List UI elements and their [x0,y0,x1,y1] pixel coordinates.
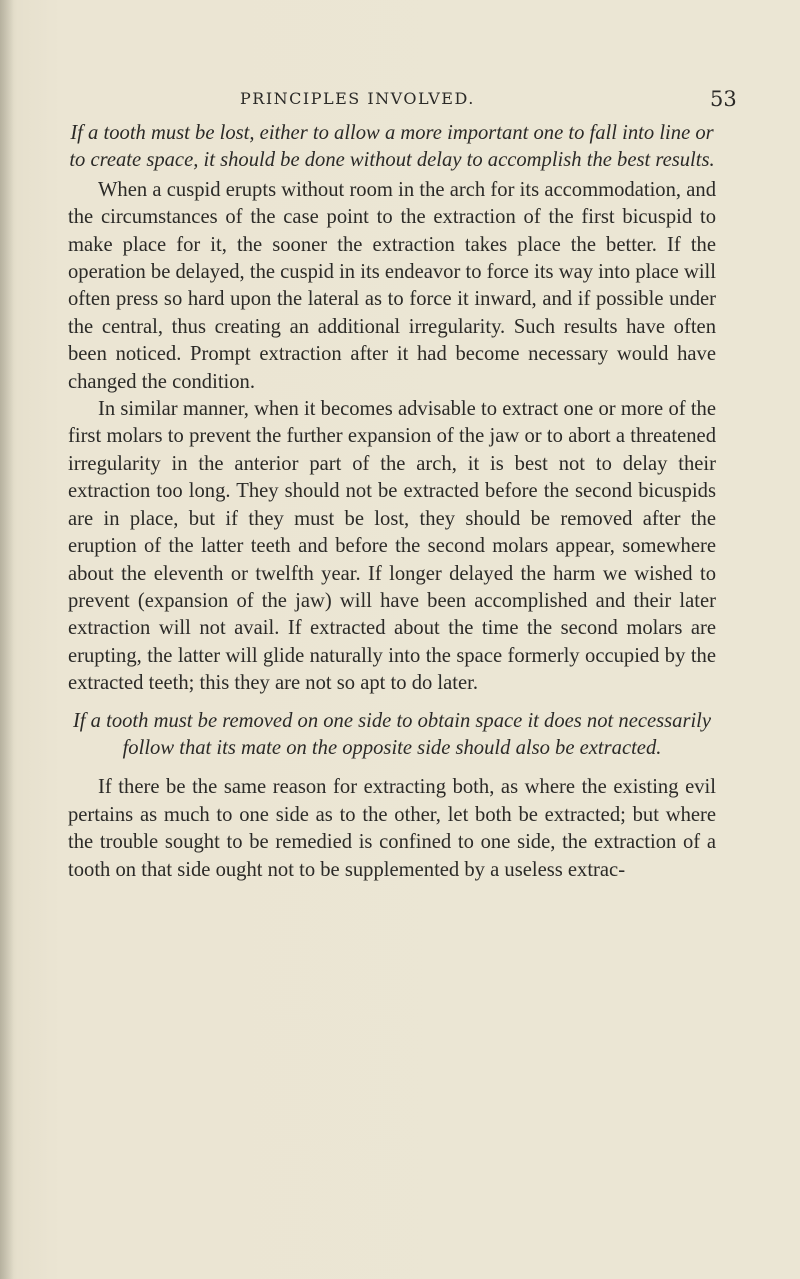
gutter-shadow [0,0,14,1279]
page-number: 53 [710,87,737,111]
paragraph: If there be the same reason for extracting both, as where the existing evil pertains as much to one side as to the other, let both be extracted; but where the trouble sought to be remedied is confined to one side, the extraction of a tooth on that side ought not to be supplemented by a useless extrac- [68,776,716,881]
paragraph: In similar manner, when it becomes advisable to extract one or more of the first molars to prevent the further expansion of the jaw or to abort a threatened irregularity in the anterior part of the arch, it is best not to delay their extraction too long. They should not be extracted before the second bicuspids are in place, but if they must be lost, they should be removed after the eruption of the latter teeth and before the second molars appear, somewhere about the eleventh or twelfth year. If longer delayed the harm we wished to prevent (expansion of the jaw) will have been accomplished and their later extraction will not avail. If extracted about the time the second molars are erupting, the latter will glide naturally into the space formerly occupied by the extracted teeth; this they are not so apt to do later. [68,398,716,695]
running-head [0,84,800,114]
italic-rule-heading: If a tooth must be lost, either to allow a more important one to fall into line or to create space, it should be done without delay to accomplish the best results. [69,122,715,172]
paragraph: When a cuspid erupts without room in the arch for its accommodation, and the circumstances of the case point to the extraction of the first bicuspid to make place for it, the sooner the extraction takes place the better. If the operation be delayed, the cuspid in its endeavor to force its way into place will often press so hard upon the lateral as to force it inward, and if possible under the central, thus creating an additional irregularity. Such results have often been noticed. Prompt extraction after it had become necessary would have changed the condition. [68,178,716,393]
body-text [68,120,716,884]
italic-rule-heading: If a tooth must be removed on one side to obtain space it does not necessarily follow that its mate on the opposite side should also be extracted. [72,709,712,759]
running-head-title: PRINCIPLES INVOLVED. [240,89,475,108]
